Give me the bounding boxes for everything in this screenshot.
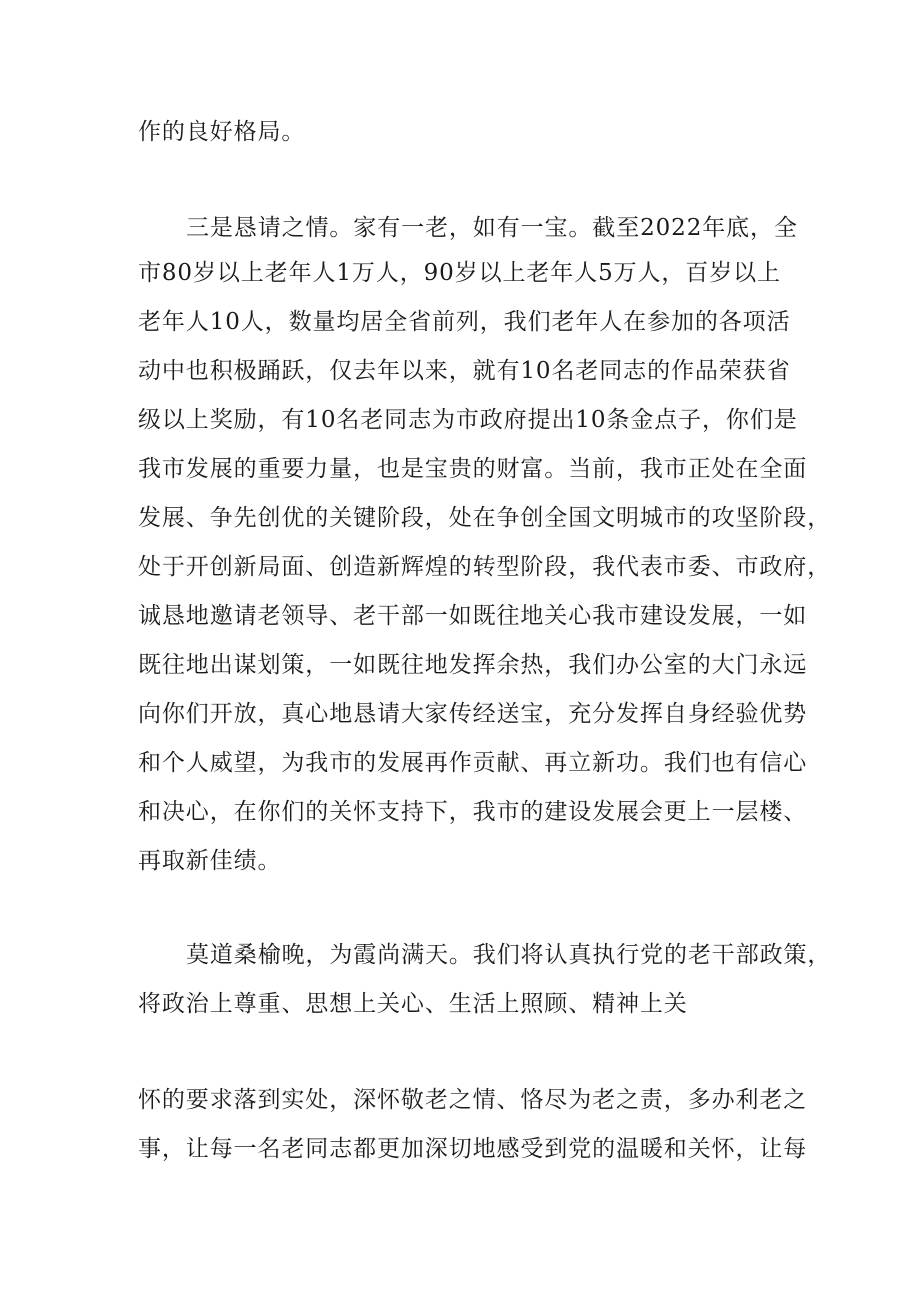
paragraph-2-line-9: 诚恳地邀请老领导、老干部一如既往地关心我市建设发展，一如 (138, 603, 808, 629)
paragraph-2-line-1: 三是恳请之情。家有一老，如有一宝。截至2022年底，全 (186, 215, 798, 241)
paragraph-1-line-1: 作的良好格局。 (138, 119, 306, 145)
paragraph-2-line-13: 和决心，在你们的关怀支持下，我市的建设发展会更上一层楼、 (138, 799, 808, 825)
paragraph-2-line-7: 发展、争先创优的关键阶段，处在争创全国文明城市的攻坚阶段， (138, 505, 832, 531)
paragraph-2-line-12: 和个人威望，为我市的发展再作贡献、再立新功。我们也有信心 (138, 750, 808, 776)
paragraph-2-line-10: 既往地出谋划策，一如既往地发挥余热，我们办公室的大门永远 (138, 652, 808, 678)
paragraph-3-line-2: 将政治上尊重、思想上关心、生活上照顾、精神上关 (138, 991, 688, 1017)
paragraph-4-line-2: 事，让每一名老同志都更加深切地感受到党的温暖和关怀，让每 (138, 1136, 808, 1162)
paragraph-2-line-6: 我市发展的重要力量，也是宝贵的财富。当前，我市正处在全面 (138, 456, 808, 482)
paragraph-2-line-14: 再取新佳绩。 (138, 848, 282, 874)
paragraph-2-line-5: 级以上奖励，有10名老同志为市政府提出10条金点子，你们是 (138, 407, 798, 433)
paragraph-2-line-4: 动中也积极踊跃，仅去年以来，就有10名老同志的作品荣获省 (138, 358, 791, 384)
paragraph-4-line-1: 怀的要求落到实处，深怀敬老之情、恪尽为老之责，多办利老之 (138, 1087, 808, 1113)
paragraph-3-line-1: 莫道桑榆晚，为霞尚满天。我们将认真执行党的老干部政策， (186, 942, 832, 968)
paragraph-2-line-11: 向你们开放，真心地恳请大家传经送宝，充分发挥自身经验优势 (138, 701, 808, 727)
paragraph-2-line-8: 处于开创新局面、创造新辉煌的转型阶段，我代表市委、市政府， (138, 554, 832, 580)
paragraph-2-line-3: 老年人10人，数量均居全省前列，我们老年人在参加的各项活 (138, 309, 791, 335)
paragraph-2-line-2: 市80岁以上老年人1万人，90岁以上老年人5万人，百岁以上 (138, 260, 781, 286)
